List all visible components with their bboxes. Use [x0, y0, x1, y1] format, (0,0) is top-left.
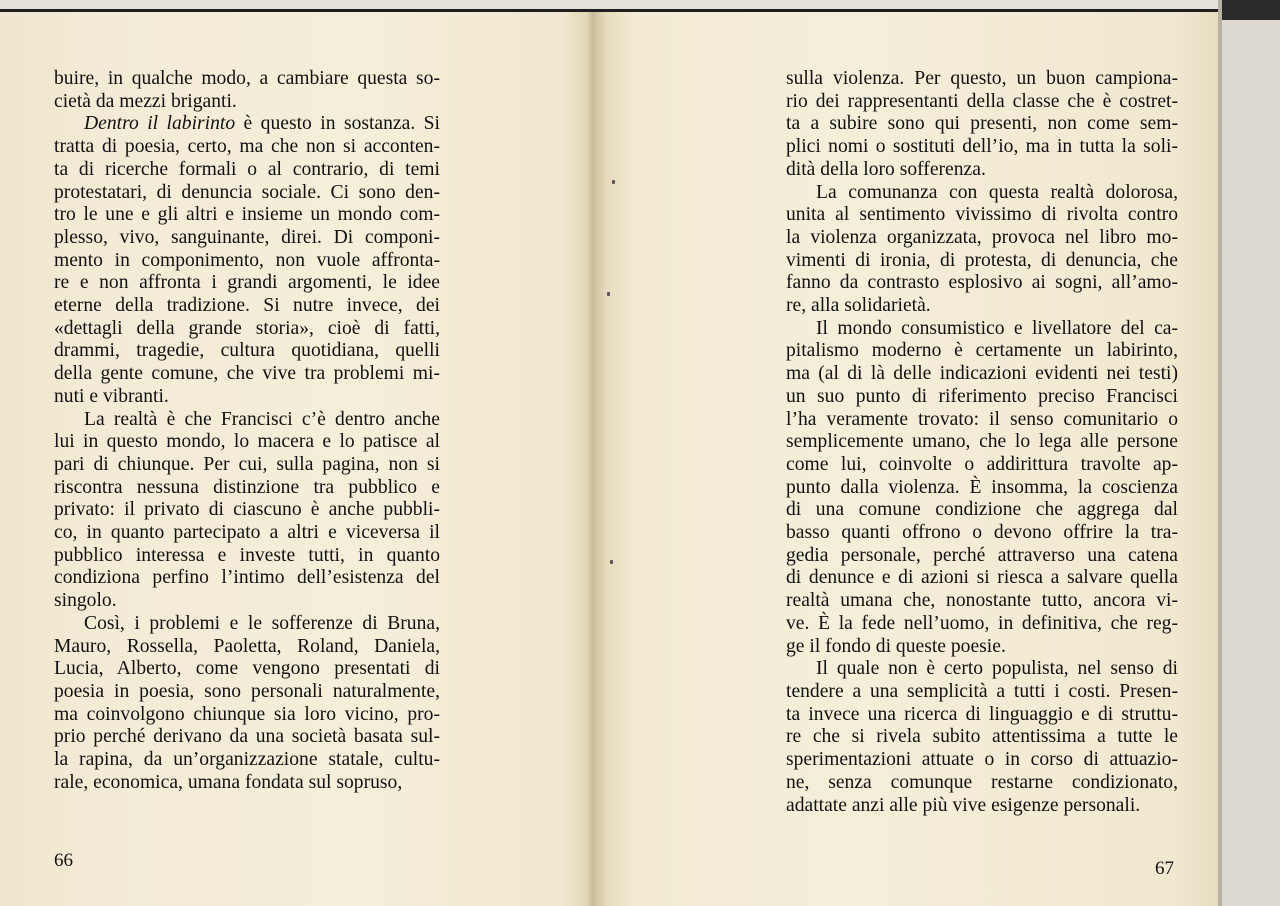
- text-line: semplicemente umano, che lo lega alle persone: [786, 431, 1178, 453]
- paragraph: [786, 68, 1178, 182]
- scan-top-edge: [0, 9, 1222, 12]
- page-edge-shadow: [1218, 0, 1222, 906]
- text-line: vimenti di ironia, di protesta, di denuncia, che: [786, 249, 1178, 271]
- paragraph: [54, 613, 440, 795]
- text-line: tendere a una semplicità a tutti i costi. Presen-: [786, 680, 1178, 702]
- text-line: plesso, vivo, sanguinante, direi. Di componi-: [54, 226, 440, 248]
- text-line: ta di ricerche formali o al contrario, di temi: [54, 158, 440, 180]
- text-line: punto dalla violenza. È insomma, la coscienza: [786, 476, 1178, 498]
- text-line: pubblico interessa e investe tutti, in quanto: [54, 544, 440, 566]
- text-line: eterne della tradizione. Si nutre invece, dei: [54, 295, 440, 317]
- text-line: re che si rivela subito attentissima a tutte le: [786, 726, 1178, 748]
- text-line: la violenza organizzata, provoca nel libro mo-: [786, 226, 1178, 248]
- page-number-right: 67: [1155, 858, 1174, 879]
- text-line: La realtà è che Francisci c’è dentro anche: [84, 408, 440, 430]
- text-line: nuti e vibranti.: [54, 385, 169, 407]
- text-line: prio perché derivano da una società basata sul-: [54, 726, 440, 748]
- text-line: tratta di poesia, certo, ma che non si acconten-: [54, 136, 440, 158]
- scan-corner: [1222, 0, 1280, 20]
- text-line: ta invece una ricerca di linguaggio e di struttu-: [786, 703, 1178, 725]
- left-page-text: [54, 68, 440, 795]
- text-line: gedia personale, perché attraverso una catena: [786, 544, 1178, 566]
- text-line: mento in componimento, non vuole affronta-: [54, 249, 440, 271]
- text-line: realtà umana che, nonostante tutto, ancora vi-: [786, 590, 1178, 612]
- book-title-italic: Dentro il labirinto: [84, 113, 236, 135]
- text-line: re, alla solidarietà.: [786, 295, 931, 317]
- text-line: Il mondo consumistico e livellatore del ca-: [816, 317, 1178, 339]
- text-line: di denunce e di azioni si riesca a salvare quella: [786, 567, 1178, 589]
- text-line: ne, senza comunque restarne condizionato,: [786, 771, 1178, 793]
- text-line: sulla violenza. Per questo, un buon campiona-: [786, 68, 1178, 89]
- text-line: pari di chiunque. Per cui, sulla pagina, non si: [54, 453, 440, 475]
- text-line: buire, in qualche modo, a cambiare questa so-: [54, 68, 440, 89]
- paragraph: [54, 68, 440, 113]
- text-line: singolo.: [54, 590, 117, 612]
- text-line: la rapina, da un’organizzazione statale, cultu-: [54, 749, 440, 771]
- scan-right-margin: [1222, 0, 1280, 906]
- right-page-text: [786, 68, 1178, 817]
- text-line: Lucia, Alberto, come vengono presentati di: [54, 658, 440, 680]
- text-line: l’ha veramente trovato: il senso comunitario o: [786, 408, 1178, 430]
- text-line: adattate anzi alle più vive esigenze personali.: [786, 794, 1141, 816]
- text-line: Il quale non è certo populista, nel senso di: [816, 658, 1178, 680]
- text-line: sperimentazioni attuate o in corso di attuazio-: [786, 749, 1178, 771]
- paragraph: [54, 113, 440, 408]
- text-line: La comunanza con questa realtà dolorosa,: [816, 181, 1178, 203]
- text-line: di una comune condizione che aggrega dal: [786, 499, 1178, 521]
- text-line: ge il fondo di queste poesie.: [786, 635, 1006, 657]
- text-line: Mauro, Rossella, Paoletta, Roland, Daniela,: [54, 635, 440, 657]
- paragraph: [786, 658, 1178, 817]
- text-line: pitalismo moderno è certamente un labirinto,: [786, 340, 1178, 362]
- text-line: drammi, tragedie, cultura quotidiana, quelli: [54, 340, 440, 362]
- text-line: protestatari, di denuncia sociale. Ci sono den-: [54, 181, 440, 203]
- text-line: condiziona perfino l’intimo dell’esistenza del: [54, 567, 440, 589]
- text-line: re e non affronta i grandi argomenti, le idee: [54, 272, 440, 294]
- text-line: cietà da mezzi briganti.: [54, 90, 237, 112]
- text-line: «dettagli della grande storia», cioè di fatti,: [54, 317, 440, 339]
- paragraph: [786, 182, 1178, 318]
- text-line: ma coinvolgono chiunque sia loro vicino, pro-: [54, 703, 440, 725]
- page-number-left: 66: [54, 850, 73, 871]
- text-line: ta a subire sono qui presenti, non come sem-: [786, 113, 1178, 135]
- text-line: Dentro il labirinto è questo in sostanza. Si: [84, 113, 440, 135]
- text-line: ma (al di là delle indicazioni evidenti nei testi): [786, 363, 1178, 385]
- text-line: fanno da contrasto esplosivo ai sogni, all’amo-: [786, 272, 1178, 294]
- paragraph: [54, 409, 440, 613]
- gutter-speck: [607, 292, 610, 296]
- text-line: rio dei rappresentanti della classe che è costret-: [786, 90, 1178, 112]
- text-line: ve. È la fede nell’uomo, in definitiva, che reg-: [786, 612, 1178, 634]
- text-line: plici nomi o sostituti dell’io, ma in tutta la soli-: [786, 136, 1178, 158]
- text-line: lui in questo mondo, lo macera e lo patisce al: [54, 431, 440, 453]
- text-line: riscontra nessuna distinzione tra pubblico e: [54, 476, 440, 498]
- gutter-speck: [610, 560, 613, 564]
- text-line: poesia in poesia, sono personali naturalmente,: [54, 680, 440, 702]
- text-line: un suo punto di riferimento preciso Francisci: [786, 385, 1178, 407]
- text-line: basso quanti offrono o devono offrire la tra-: [786, 522, 1178, 544]
- text-line: rale, economica, umana fondata sul sopruso,: [54, 771, 403, 793]
- paragraph: [786, 318, 1178, 659]
- gutter-speck: [612, 180, 615, 184]
- text-line: come lui, coinvolte o addirittura travolte ap-: [786, 453, 1178, 475]
- text-line: tro le une e gli altri e insieme un mondo com-: [54, 204, 440, 226]
- text-line: della gente comune, che vive tra problemi mi-: [54, 363, 440, 385]
- text-line: co, in quanto partecipato a altri e viceversa il: [54, 522, 440, 544]
- text-line: Così, i problemi e le sofferenze di Bruna,: [84, 612, 440, 634]
- text-line: dità della loro sofferenza.: [786, 158, 986, 180]
- text-line: privato: il privato di ciascuno è anche pubbli-: [54, 499, 440, 521]
- text-line: unita al sentimento vivissimo di rivolta contro: [786, 204, 1178, 226]
